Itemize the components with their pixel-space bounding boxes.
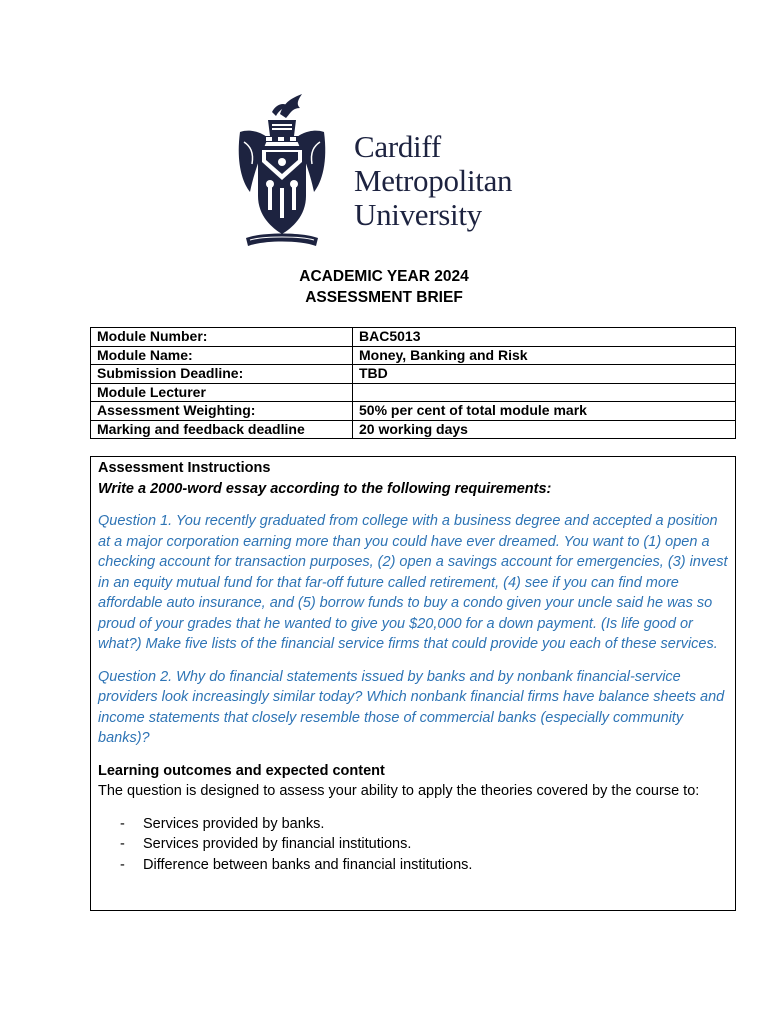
instructions-subtitle: Write a 2000-word essay according to the following requirements: bbox=[98, 480, 552, 497]
academic-year-heading: ACADEMIC YEAR 2024 bbox=[299, 268, 469, 285]
wordmark-line-2: Metropolitan bbox=[354, 163, 513, 198]
table-label: Module Lecturer bbox=[91, 383, 353, 402]
university-logo bbox=[232, 92, 542, 252]
table-value: 20 working days bbox=[353, 420, 736, 439]
table-value bbox=[353, 383, 736, 402]
bullet-marker: - bbox=[120, 836, 125, 852]
table-label: Marking and feedback deadline bbox=[91, 420, 353, 439]
table-label: Assessment Weighting: bbox=[91, 402, 353, 421]
wordmark-line-3: University bbox=[354, 197, 482, 232]
table-value: TBD bbox=[353, 365, 736, 384]
assessment-instructions-box bbox=[90, 456, 736, 911]
question-2: Question 2. Why do financial statements issued by banks and by nonbank financial-service providers look increasingly similar today? Which nonbank financial firms have balance sheets and income statements that closely resemble those of commercial banks (especially community banks)? bbox=[98, 668, 725, 746]
table-row bbox=[91, 402, 736, 421]
learning-outcomes-title: Learning outcomes and expected content bbox=[98, 762, 385, 779]
list-item-text: Services provided by financial institutions. bbox=[143, 836, 412, 852]
wordmark-line-1: Cardiff bbox=[354, 129, 441, 164]
table-value: Money, Banking and Risk bbox=[353, 346, 736, 365]
instructions-title: Assessment Instructions bbox=[98, 460, 271, 476]
table-value: BAC5013 bbox=[353, 328, 736, 347]
table-row bbox=[91, 346, 736, 365]
list-item-text: Services provided by banks. bbox=[143, 815, 325, 832]
table-value: 50% per cent of total module mark bbox=[353, 402, 736, 421]
list-item bbox=[98, 814, 728, 835]
module-info-table bbox=[90, 327, 736, 439]
table-label: Submission Deadline: bbox=[91, 365, 353, 384]
bullet-marker: - bbox=[120, 815, 125, 832]
table-row bbox=[91, 365, 736, 384]
assessment-brief-heading: ASSESSMENT BRIEF bbox=[305, 289, 463, 306]
bullet-marker: - bbox=[120, 856, 125, 873]
list-item-text: Difference between banks and financial institutions. bbox=[143, 856, 473, 873]
outcomes-list bbox=[98, 814, 728, 876]
table-row bbox=[91, 328, 736, 347]
university-wordmark bbox=[354, 130, 512, 232]
table-row bbox=[91, 420, 736, 439]
learning-outcomes-intro: The question is designed to assess your ability to apply the theories covered by the course to: bbox=[98, 783, 700, 799]
table-label: Module Number: bbox=[91, 328, 353, 347]
table-row bbox=[91, 383, 736, 402]
list-item bbox=[98, 834, 728, 855]
university-crest-icon bbox=[232, 92, 332, 250]
table-label: Module Name: bbox=[91, 346, 353, 365]
list-item bbox=[98, 855, 728, 876]
question-1: Question 1. You recently graduated from college with a business degree and accepted a position at a major corporation earning more than you could have ever dreamed. You want to (1) open a checking account for transaction purposes, (2) open a savings account for emergencies, (3) invest in an equity mutual fund for that far-off future called retirement, (4) see if you can find more affordable auto insurance, and (5) borrow funds to buy a condo given your uncle said he was so proud of your grades that he wanted to give you $20,000 for a down payment. (Is life good or what?) Make five lists of the financial service firms that could provide you each of these services. bbox=[98, 513, 728, 652]
